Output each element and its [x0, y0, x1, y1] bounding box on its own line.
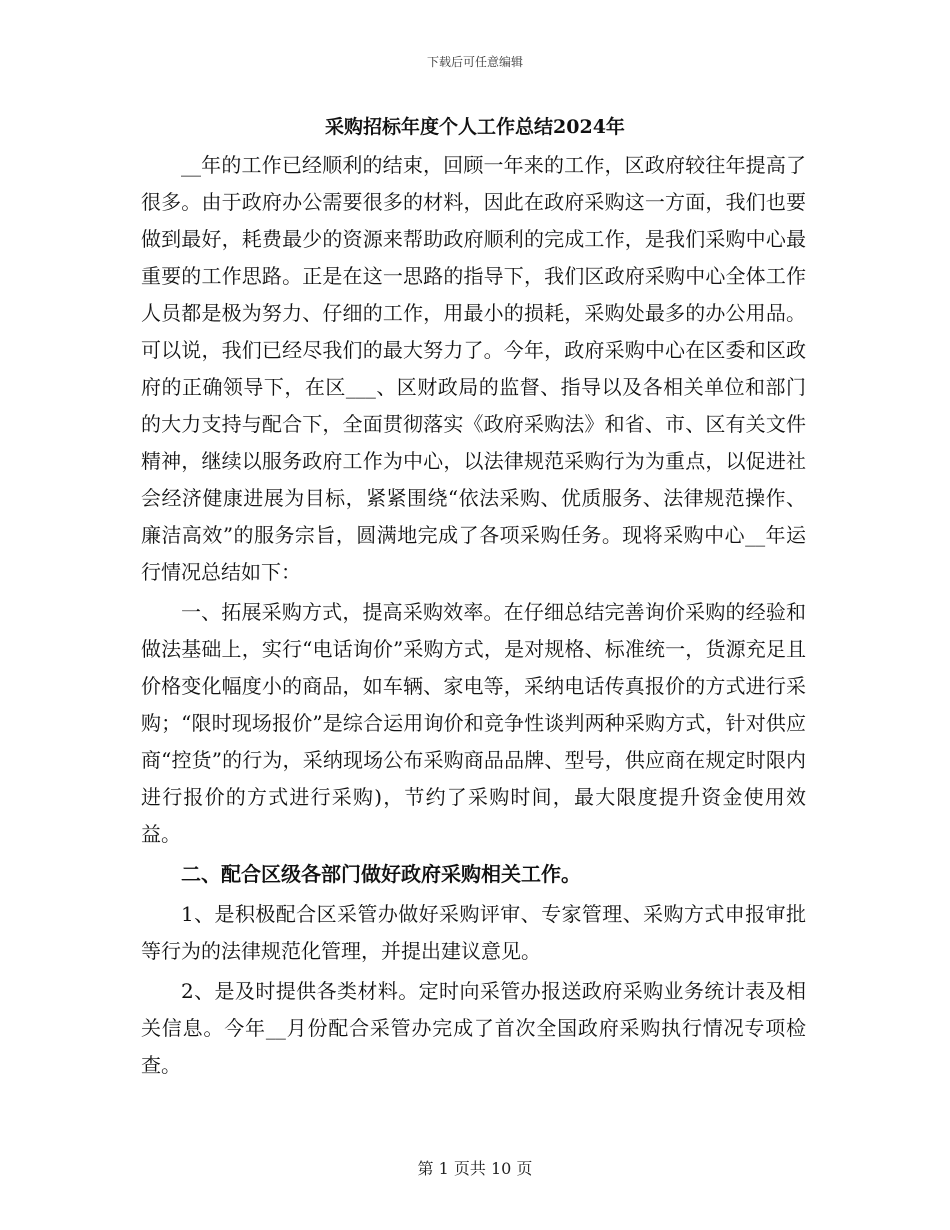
page-number: 第 1 页共 10 页 — [417, 1159, 533, 1178]
paragraph-item-1: 1、是积极配合区采管办做好采购评审、专家管理、采购方式申报审批等行为的法律规范化管理，并提出建议意见。 — [141, 902, 806, 963]
document-body — [141, 147, 806, 1087]
section-heading-2: 二、配合区级各部门做好政府采购相关工作。 — [181, 862, 581, 886]
paragraph-intro: __年的工作已经顺利的结束，回顾一年来的工作，区政府较往年提高了很多。由于政府办公需要很多的材料，因此在政府采购这一方面，我们也要做到最好，耗费最少的资源来帮助政府顺利的完成工作，是我们采购中心最重要的工作思路。正是在这一思路的指导下，我们区政府采购中心全体工作人员都是极为努力、仔细的工作，用最小的损耗，采购处最多的办公用品。可以说，我们已经尽我们的最大努力了。今年，政府采购中心在区委和区政府的正确领导下，在区___、区财政局的监督、指导以及各相关单位和部门的大力支持与配合下，全面贯彻落实《政府采购法》和省、市、区有关文件精神，继续以服务政府工作为中心，以法律规范采购行为为重点，以促进社会经济健康进展为目标，紧紧围绕“依法采购、优质服务、法律规范操作、廉洁高效”的服务宗旨，圆满地完成了各项采购任务。现将采购中心__年运行情况总结如下： — [141, 153, 806, 584]
paragraph-section-1: 一、拓展采购方式，提高采购效率。在仔细总结完善询价采购的经验和做法基础上，实行“电话询价”采购方式，是对规格、标准统一，货源充足且价格变化幅度小的商品，如车辆、家电等，采纳电话传真报价的方式进行采购；“限时现场报价”是综合运用询价和竞争性谈判两种采购方式，针对供应商“控货”的行为，采纳现场公布采购商品品牌、型号，供应商在规定时限内进行报价的方式进行采购)，节约了采购时间，最大限度提升资金使用效益。 — [141, 600, 806, 846]
paragraph-item-2: 2、是及时提供各类材料。定时向采管办报送政府采购业务统计表及相关信息。今年__月份配合采管办完成了首次全国政府采购执行情况专项检查。 — [141, 979, 806, 1077]
page-header-note: 下载后可任意编辑 — [426, 55, 523, 69]
document-title: 采购招标年度个人工作总结2024年 — [325, 116, 625, 138]
